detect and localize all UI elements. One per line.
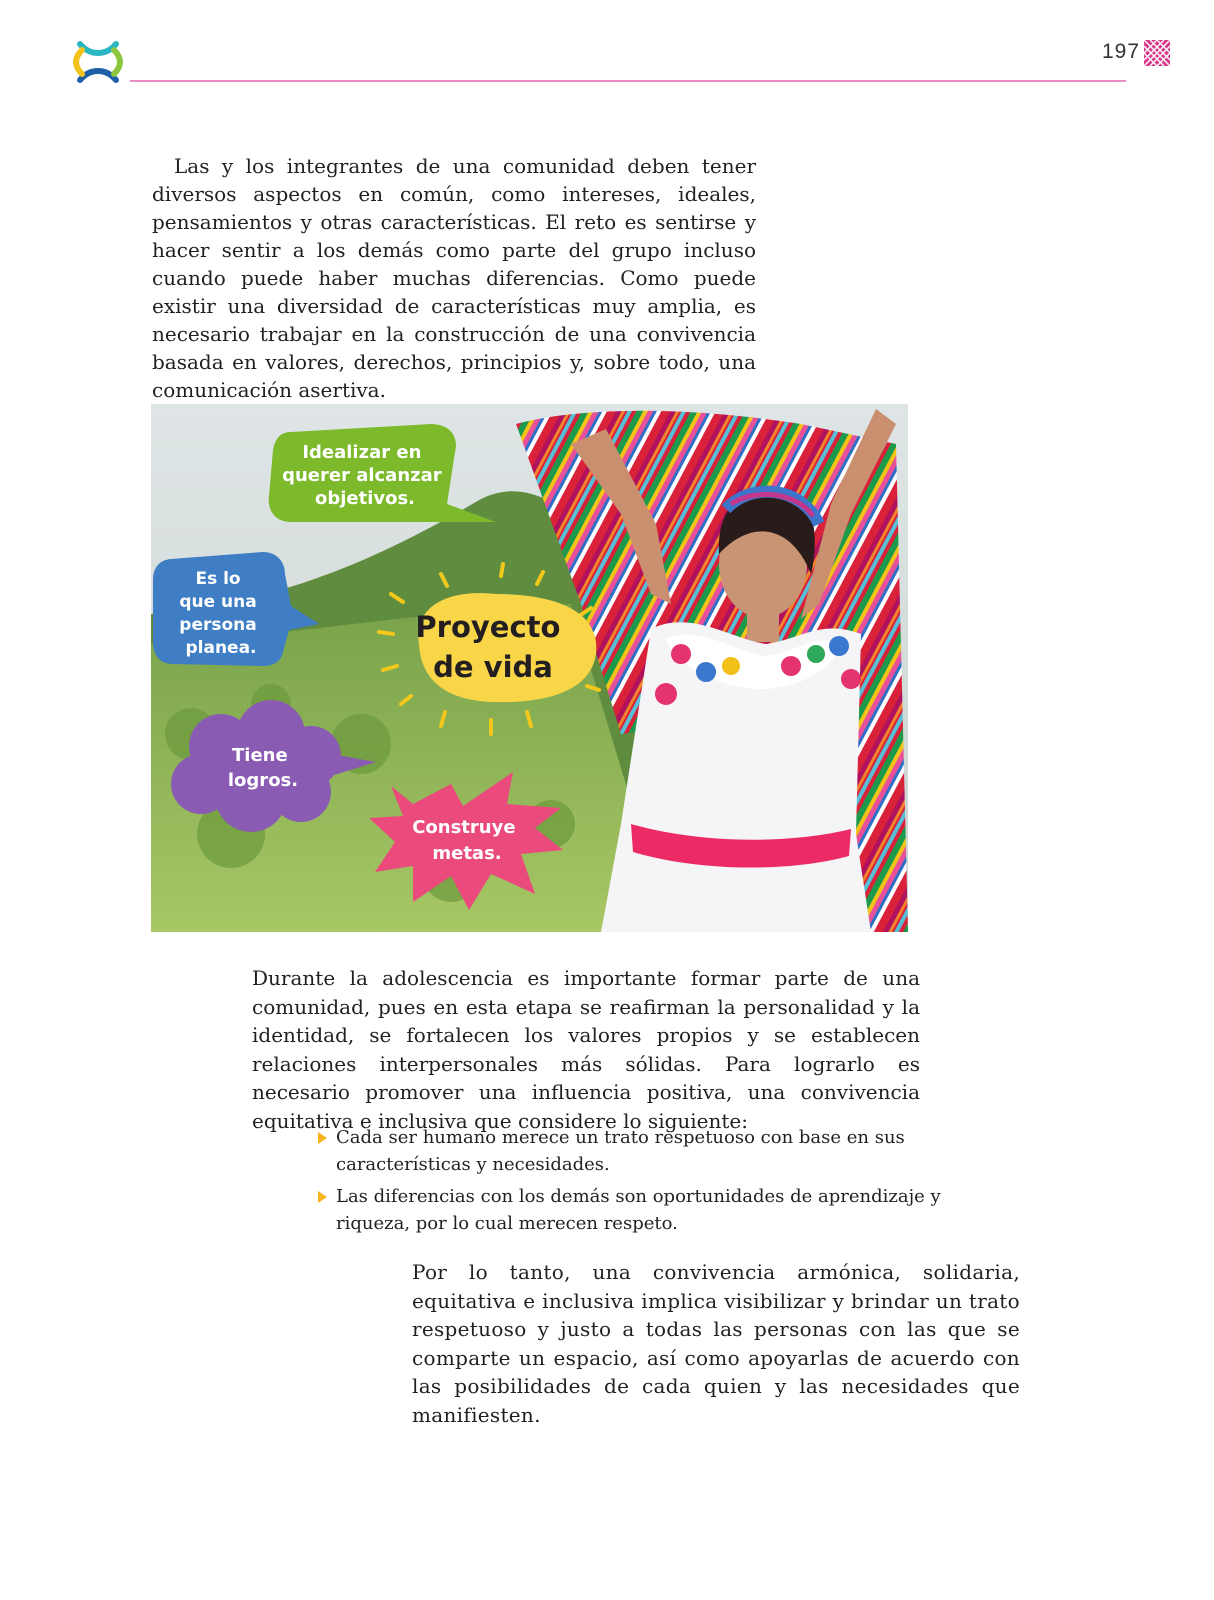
bullet-text: Cada ser humano merece un trato respetuoso con base en sus características y necesidades. (336, 1127, 905, 1175)
page-number: 197 (1102, 40, 1141, 63)
figure-proyecto-de-vida (151, 404, 908, 932)
list-item (318, 1124, 962, 1178)
bubble-purple-text: Tiene logros. (227, 745, 299, 791)
intro-paragraph: Las y los integrantes de una comunidad deben tener diversos aspectos en común, como intereses, ideales, pensamientos y otras características. El reto es sentirse y hacer sentir a los demás como parte del grupo incluso cuando puede haber muchas diferencias. Como puede existir una diversidad de características muy amplia, es necesario trabajar en la construcción de una convivencia basada en valores, derechos, principios y, sobre todo, una comunicación asertiva. (152, 154, 756, 402)
bubble-blue-text: Es lo que una persona planea. (179, 569, 257, 658)
header-rule (130, 80, 1126, 82)
bubble-pink-text: Construye metas. (412, 817, 516, 864)
body-paragraph: Durante la adolescencia es importante formar parte de una comunidad, pues en esta etapa se reafirman la personalidad y la identidad, se fortalecen los valores propios y se establecen relaciones interpersonales más sólidas. Para lograrlo es necesario promover una influencia positiva, una convivencia equitativa e inclusiva que considere lo siguiente: (252, 966, 920, 1133)
ornament-icon (1144, 40, 1170, 66)
triangle-bullet-icon (318, 1191, 327, 1203)
bullet-text: Las diferencias con los demás son oportunidades de aprendizaje y riqueza, por lo cual merecen respeto. (336, 1186, 941, 1234)
triangle-bullet-icon (318, 1132, 327, 1144)
closing-paragraph: Por lo tanto, una convivencia armónica, solidaria, equitativa e inclusiva implica visibilizar y brindar un trato respetuoso y justo a todas las personas con las que se comparte un espacio, así como apoyarlas de acuerdo con las posibilidades de cada quien y las necesidades que manifiesten. (412, 1260, 1020, 1427)
logo-icon (72, 36, 124, 88)
bubble-green-text: Idealizar en querer alcanzar objetivos. (282, 442, 442, 509)
center-label: Proyecto de vida (415, 610, 561, 684)
bullet-list (318, 1124, 962, 1242)
list-item (318, 1183, 962, 1237)
